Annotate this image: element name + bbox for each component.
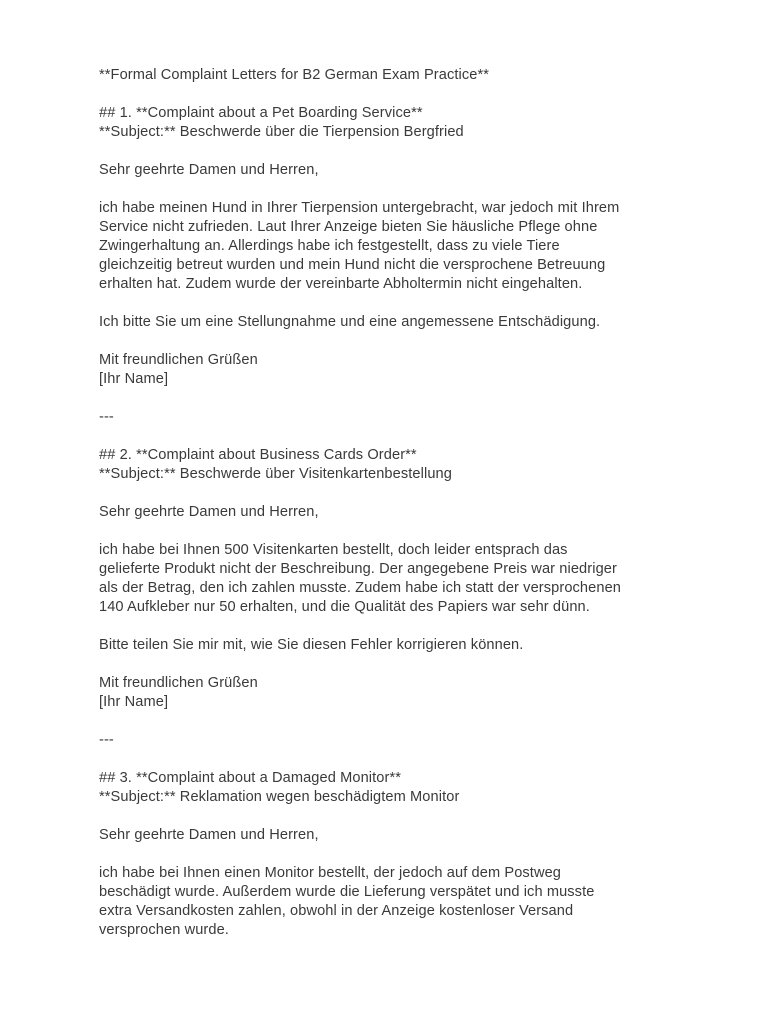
letter-subject: **Subject:** Beschwerde über Visitenkartenbestellung <box>99 466 452 482</box>
paragraph-line: ich habe meinen Hund in Ihrer Tierpension untergebracht, war jedoch mit Ihrem <box>99 200 620 216</box>
paragraph-line: Bitte teilen Sie mir mit, wie Sie diesen Fehler korrigieren können. <box>99 637 524 653</box>
spacer <box>99 427 699 446</box>
letter-paragraph <box>99 541 699 617</box>
spacer <box>99 142 699 161</box>
spacer <box>99 807 699 826</box>
spacer <box>99 617 699 636</box>
section-separator: --- <box>99 409 114 425</box>
letter-closing: Mit freundlichen Grüßen <box>99 675 258 691</box>
letter-heading: ## 3. **Complaint about a Damaged Monitor** <box>99 770 402 786</box>
spacer <box>99 294 699 313</box>
spacer <box>99 845 699 864</box>
letter-closing: Mit freundlichen Grüßen <box>99 352 258 368</box>
letter-heading: ## 2. **Complaint about Business Cards Order** <box>99 447 417 463</box>
paragraph-line: gleichzeitig betreut wurden und mein Hund nicht die versprochene Betreuung <box>99 257 606 273</box>
paragraph-line: ich habe bei Ihnen einen Monitor bestellt, der jedoch auf dem Postweg <box>99 865 562 881</box>
spacer <box>99 180 699 199</box>
letter-paragraph <box>99 636 699 655</box>
letter-1 <box>99 104 699 389</box>
paragraph-line: beschädigt wurde. Außerdem wurde die Lieferung verspätet und ich musste <box>99 884 595 900</box>
spacer <box>99 332 699 351</box>
letter-heading: ## 1. **Complaint about a Pet Boarding Service** <box>99 105 423 121</box>
paragraph-line: extra Versandkosten zahlen, obwohl in der Anzeige kostenloser Versand <box>99 903 574 919</box>
paragraph-line: ich habe bei Ihnen 500 Visitenkarten bestellt, doch leider entsprach das <box>99 542 568 558</box>
paragraph-line: Ich bitte Sie um eine Stellungnahme und eine angemessene Entschädigung. <box>99 314 601 330</box>
spacer <box>99 750 699 769</box>
paragraph-line: erhalten hat. Zudem wurde der vereinbarte Abholtermin nicht eingehalten. <box>99 276 583 292</box>
spacer <box>99 85 699 104</box>
spacer <box>99 484 699 503</box>
letter-signature: [Ihr Name] <box>99 694 169 710</box>
letter-paragraph <box>99 199 699 294</box>
spacer <box>99 655 699 674</box>
letter-salutation: Sehr geehrte Damen und Herren, <box>99 504 319 520</box>
paragraph-line: Zwingerhaltung an. Allerdings habe ich festgestellt, dass zu viele Tiere <box>99 238 560 254</box>
paragraph-line: als der Betrag, den ich zahlen musste. Zudem habe ich statt der versprochenen <box>99 580 622 596</box>
letter-salutation: Sehr geehrte Damen und Herren, <box>99 827 319 843</box>
paragraph-line: Service nicht zufrieden. Laut Ihrer Anzeige bieten Sie häusliche Pflege ohne <box>99 219 598 235</box>
letter-paragraph <box>99 864 699 940</box>
spacer <box>99 389 699 408</box>
paragraph-line: versprochen wurde. <box>99 922 229 938</box>
letter-subject: **Subject:** Beschwerde über die Tierpension Bergfried <box>99 124 464 140</box>
document-title: **Formal Complaint Letters for B2 German Exam Practice** <box>99 67 490 83</box>
letter-subject: **Subject:** Reklamation wegen beschädigtem Monitor <box>99 789 460 805</box>
letter-salutation: Sehr geehrte Damen und Herren, <box>99 162 319 178</box>
letter-2 <box>99 446 699 712</box>
spacer <box>99 712 699 731</box>
section-separator: --- <box>99 732 114 748</box>
letter-paragraph <box>99 313 699 332</box>
letter-signature: [Ihr Name] <box>99 371 169 387</box>
document-page <box>99 66 699 940</box>
paragraph-line: gelieferte Produkt nicht der Beschreibung. Der angegebene Preis war niedriger <box>99 561 617 577</box>
spacer <box>99 522 699 541</box>
letter-3 <box>99 769 699 940</box>
paragraph-line: 140 Aufkleber nur 50 erhalten, und die Qualität des Papiers war sehr dünn. <box>99 599 590 615</box>
